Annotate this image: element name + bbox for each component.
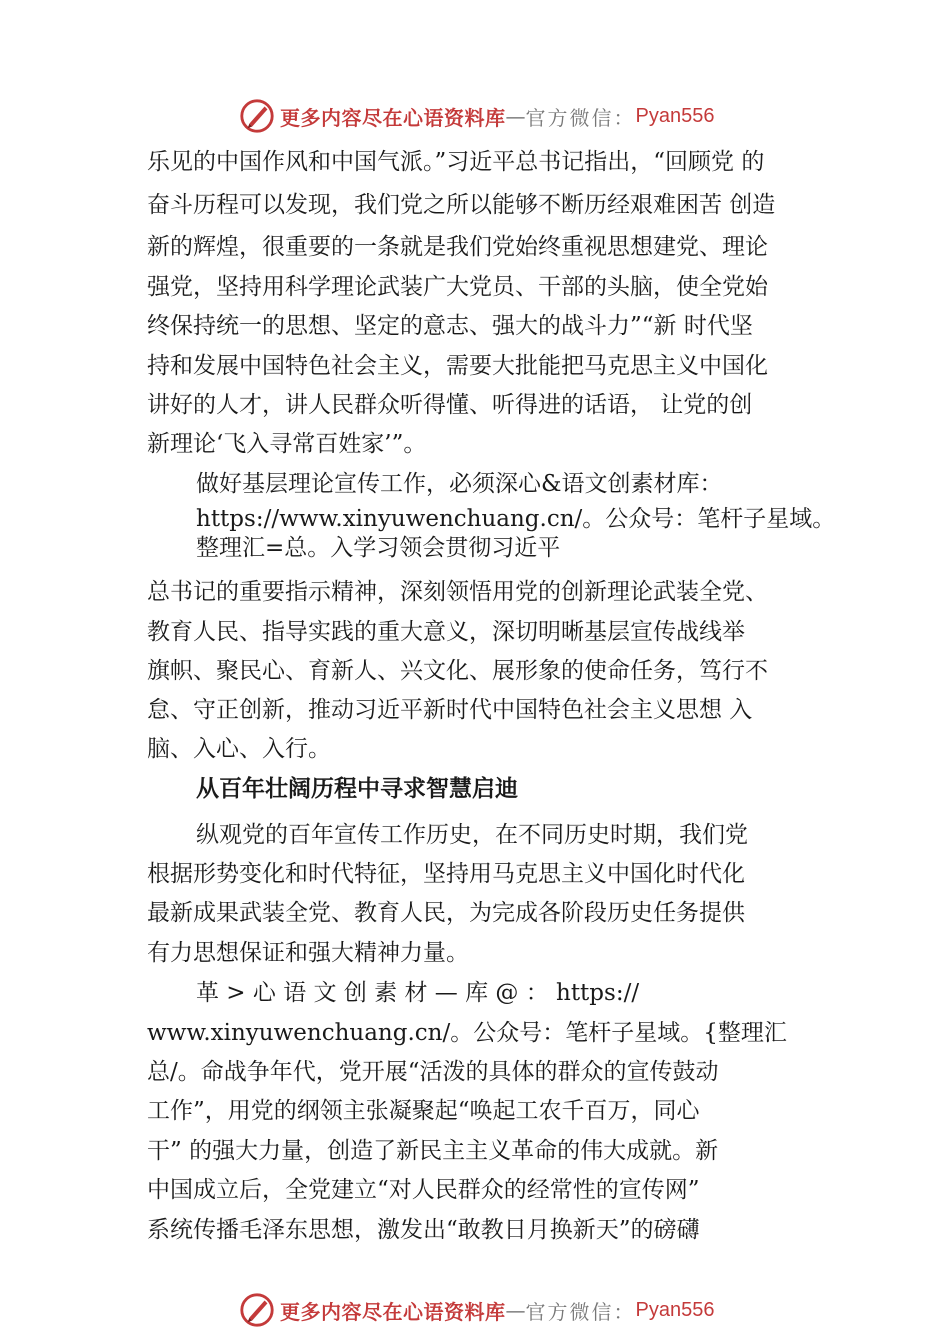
- body-line: 工作”，用党的纲领主张凝聚起“唤起工农千百万，同心: [147, 1098, 700, 1124]
- body-line: 整理汇=总。入学习领会贯彻习近平: [196, 535, 561, 561]
- body-line: 脑、入心、入行。: [147, 736, 331, 762]
- body-line: 乐见的中国作风和中国气派。”习近平总书记指出，“回顾党 的: [147, 149, 765, 175]
- banner-dash: —: [505, 1298, 526, 1322]
- body-line: 教育人民、指导实践的重大意义，深切明晰基层宣传战线举: [147, 619, 745, 645]
- banner-title: 更多内容尽在心语资料库: [280, 1299, 506, 1324]
- body-line: 持和发展中国特色社会主义，需要大批能把马克思主义中国化: [147, 353, 768, 379]
- body-line: 有力思想保证和强大精神力量。: [147, 940, 469, 966]
- body-line: 最新成果武装全党、教育人民，为完成各阶段历史任务提供: [147, 900, 745, 926]
- body-line: 做好基层理论宣传工作，必须深心&语文创素材库：: [196, 471, 723, 497]
- banner-official-label: 官方微信：: [525, 1299, 636, 1324]
- section-heading: 从百年壮阔历程中寻求智慧启迪: [196, 776, 518, 802]
- body-line: 怠、守正创新，推动习近平新时代中国特色社会主义思想 入: [147, 697, 753, 723]
- body-line: 干” 的强大力量，创造了新民主主义革命的伟大成就。新: [147, 1138, 719, 1164]
- body-line: https://www.xinyuwenchuang.cn/。公众号：笔杆子星域。: [196, 506, 836, 532]
- banner-title: 更多内容尽在心语资料库: [280, 105, 506, 130]
- banner-wechat-id: Pyan556: [635, 1298, 715, 1321]
- body-line: 纵观党的百年宣传工作历史，在不同历史时期，我们党: [196, 822, 748, 848]
- body-line: 系统传播毛泽东思想，激发出“敢教日月换新天”的磅礴: [147, 1217, 700, 1243]
- banner-dash: —: [505, 104, 526, 128]
- body-line: 奋斗历程可以发现，我们党之所以能够不断历经艰难困苦 创造: [147, 192, 776, 218]
- watermark-banner-bottom: [238, 1290, 714, 1330]
- body-line: 根据形势变化和时代特征，坚持用马克思主义中国化时代化: [147, 861, 745, 887]
- body-line: 总书记的重要指示精神，深刻领悟用党的创新理论武装全党、: [147, 579, 768, 605]
- body-line: 讲好的人才，讲人民群众听得懂、听得进的话语， 让党的创: [147, 392, 753, 418]
- body-line: 革 > 心 语 文 创 素 材 — 库 @ ： https://: [196, 980, 640, 1006]
- pen-logo-icon: [238, 97, 276, 135]
- banner-wechat-id: Pyan556: [635, 104, 715, 127]
- watermark-banner-top: [238, 96, 714, 136]
- body-line: 强党，坚持用科学理论武装广大党员、干部的头脑，使全党始: [147, 274, 768, 300]
- body-line: 新的辉煌，很重要的一条就是我们党始终重视思想建党、理论: [147, 234, 768, 260]
- banner-official-label: 官方微信：: [525, 105, 636, 130]
- body-line: 新理论‘飞入寻常百姓家’”。: [147, 431, 427, 457]
- body-line: 终保持统一的思想、坚定的意志、强大的战斗力”“新 时代坚: [147, 313, 753, 339]
- body-line: 中国成立后，全党建立“对人民群众的经常性的宣传网”: [147, 1177, 700, 1203]
- pen-logo-icon: [238, 1291, 276, 1329]
- body-line: 旗帜、聚民心、育新人、兴文化、展形象的使命任务，笃行不: [147, 658, 768, 684]
- body-line: www.xinyuwenchuang.cn/。公众号：笔杆子星域。{整理汇: [147, 1020, 787, 1046]
- body-line: 总/。命战争年代，党开展“活泼的具体的群众的宣传鼓动: [147, 1059, 719, 1085]
